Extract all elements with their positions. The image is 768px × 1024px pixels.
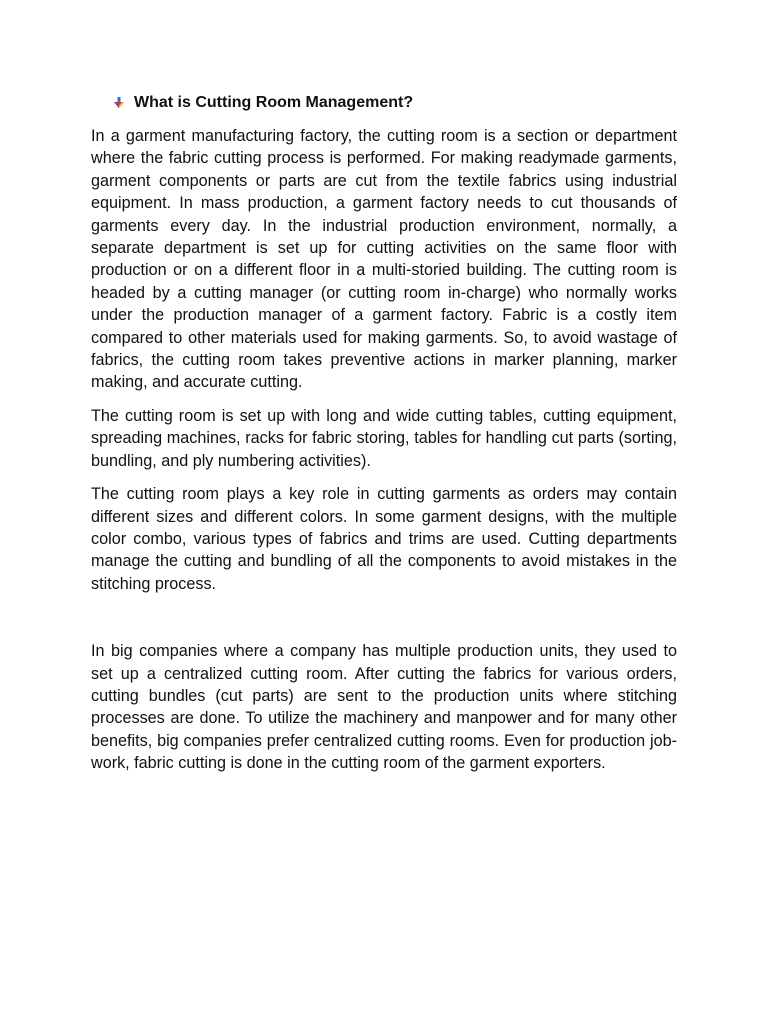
document-body <box>91 125 677 775</box>
paragraph-cutting-room-definition: In a garment manufacturing factory, the cutting room is a section or department where the fabric cutting process is performed. For making readymade garments, garment components or parts are cut from the textile fabrics using industrial equipment. In mass production, a garment factory needs to cut thousands of garments every day. In the industrial production environment, normally, a separate department is set up for cutting activities on the same floor with production or on a different floor in a multi-storied building. The cutting room is headed by a cutting manager (or cutting room in-charge) who normally works under the production manager of a garment factory. Fabric is a costly item compared to other materials used for making garments. So, to avoid wastage of fabrics, the cutting room takes preventive actions in marker planning, marker making, and accurate cutting. <box>91 127 677 392</box>
paragraph-centralized-cutting: In big companies where a company has multiple production units, they used to set up a centralized cutting room. After cutting the fabrics for various orders, cutting bundles (cut parts) are sent to the production units where stitching processes are done. To utilize the machinery and manpower and for many other benefits, big companies prefer centralized cutting rooms. Even for production job-work, fabric cutting is done in the cutting room of the garment exporters. <box>91 642 677 773</box>
heading-text: What is Cutting Room Management? <box>134 94 414 111</box>
section-heading <box>112 93 413 113</box>
paragraph-cutting-room-setup: The cutting room is set up with long and wide cutting tables, cutting equipment, spreading machines, racks for fabric storing, tables for handling cut parts (sorting, bundling, and ply numbering activities). <box>91 406 677 470</box>
paragraph-cutting-room-role: The cutting room plays a key role in cutting garments as orders may contain different sizes and different colors. In some garment designs, with the multiple color combo, various types of fabrics and trims are used. Cutting departments manage the cutting and bundling of all the components to avoid mistakes in the stitching process. <box>91 485 677 593</box>
arrow-down-bullet-icon <box>112 96 126 110</box>
